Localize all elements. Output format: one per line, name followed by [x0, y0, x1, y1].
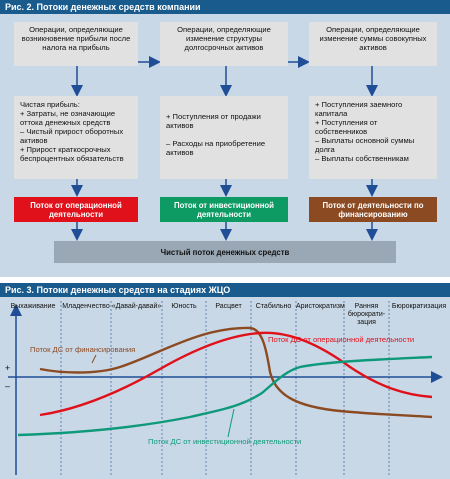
financing-curve-label: Поток ДС от финансирования — [30, 345, 136, 354]
stage-label: Юность — [171, 303, 197, 310]
flow-financing: Поток от деятельности по финансированию — [309, 197, 437, 222]
investing-curve-label: Поток ДС от инвестиционной деятельности — [148, 437, 302, 446]
stage-label: Расцвет — [215, 303, 242, 310]
mid-box-financing-components: + Поступления заемного капитала + Поступления от собственников – Выплаты основной суммы долга – Выплаты собственникам — [309, 96, 437, 179]
stage-label: Младенчество — [62, 303, 110, 310]
stage-label: Стабильно — [255, 303, 292, 310]
financing-pointer — [92, 355, 96, 363]
figure-2-title: Рис. 2. Потоки денежных средств компании — [0, 0, 450, 14]
top-box-operations-total-assets: Операции, определяющие изменение суммы совокупных активов — [309, 22, 437, 66]
operating-curve-label: Поток ДС от операционной деятельности — [268, 335, 415, 344]
investing-curve — [18, 357, 432, 435]
mid-box-operating-components: Чистая прибыль: + Затраты, не означающие оттока денежных средств – Чистый прирост оборотных активов + Прирост краткосрочных беспроцентных обязательств — [14, 96, 138, 179]
stage-label: «Давай-давай» — [111, 303, 162, 310]
stage-label: Бюрократизация — [391, 303, 447, 310]
minus-sign: – — [5, 381, 11, 391]
top-box-operations-assets-structure: Операции, определяющие изменение структуры долгосрочных активов — [160, 22, 288, 66]
top-box-operations-profit: Операции, определяющие возникновение прибыли после налога на прибыль — [14, 22, 138, 66]
stage-label: Ранняя бюрократи- зация — [347, 303, 386, 326]
plus-sign: + — [5, 363, 11, 373]
stage-label: Аристократизм — [296, 303, 345, 310]
figure-3-title: Рис. 3. Потоки денежных средств на стадиях ЖЦО — [0, 283, 450, 297]
investing-pointer — [228, 409, 234, 437]
flow-investing: Поток от инвестиционной деятельности — [160, 197, 288, 222]
figure-2-diagram — [0, 14, 450, 277]
figure-3-chart — [0, 297, 450, 479]
mid-box-investing-components: + Поступления от продажи активов – Расходы на приобретение активов — [160, 96, 288, 179]
net-cash-flow: Чистый поток денежных средств — [54, 241, 396, 263]
stage-dividers — [61, 301, 389, 475]
flow-operating: Поток от операционной деятельности — [14, 197, 138, 222]
stage-label: Выхаживание — [10, 303, 56, 310]
